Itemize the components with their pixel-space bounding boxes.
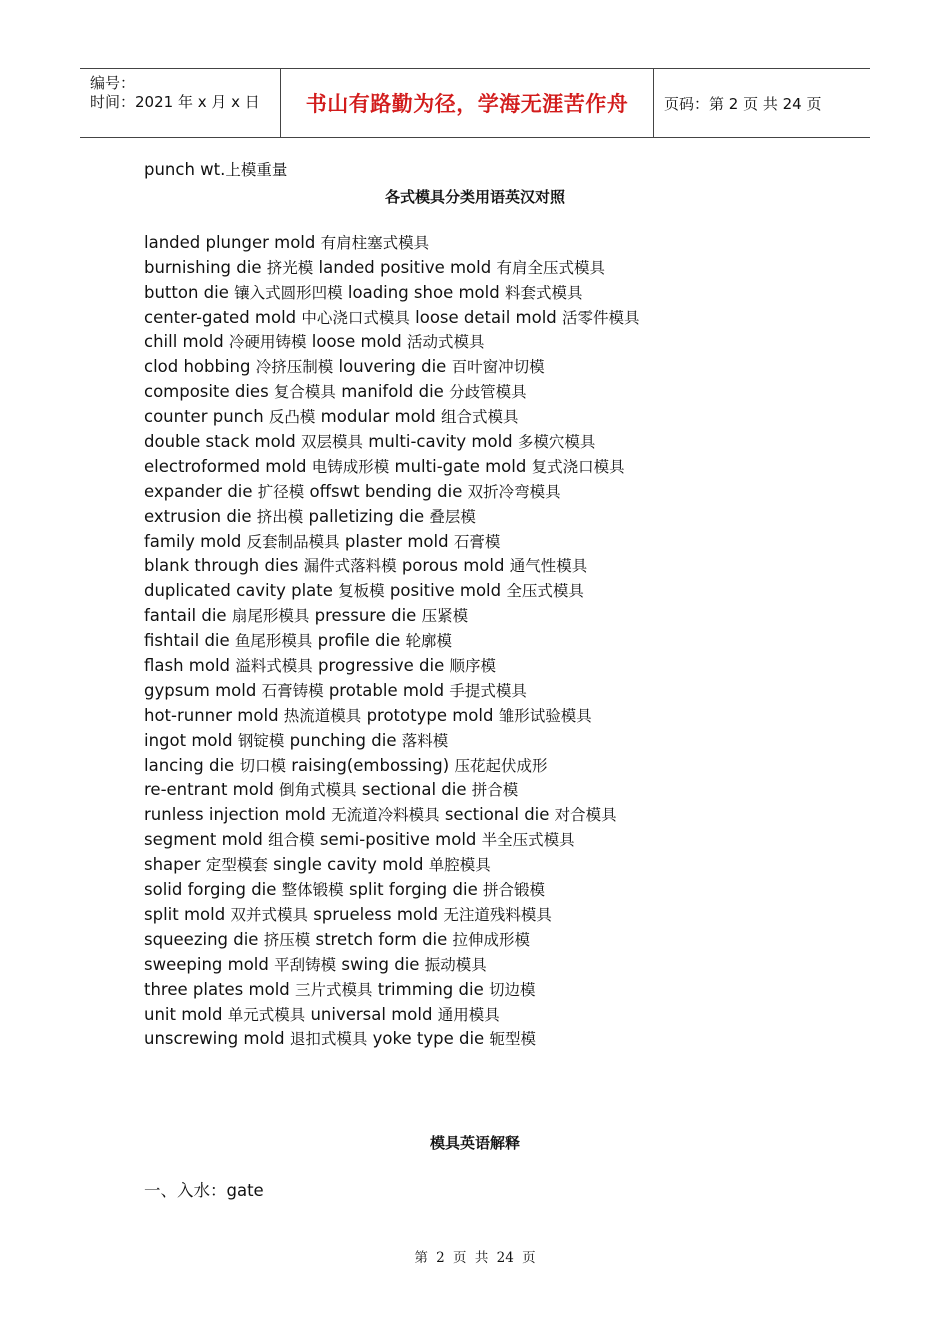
term-en: louvering die — [338, 357, 447, 377]
term-zh: 无流道冷料模具 — [331, 806, 440, 825]
term-zh: 单元式模具 — [227, 1005, 306, 1024]
term-en: raising(embossing) — [291, 755, 450, 775]
term-zh: 热流道模具 — [283, 706, 362, 725]
term-en: family mold — [144, 531, 242, 551]
glossary-row — [144, 953, 864, 978]
term-en: landed positive mold — [318, 257, 492, 277]
term-zh: 多模穴模具 — [517, 433, 596, 452]
header-meta-cell — [80, 69, 281, 137]
page-footer: 第 2 页 共 24 页 — [414, 1250, 536, 1266]
term-en: fantail die — [144, 606, 227, 626]
glossary-row — [144, 231, 864, 256]
term-en: ingot mold — [144, 730, 233, 750]
term-en: profile die — [317, 631, 401, 651]
term-zh: 钢锭模 — [237, 731, 285, 750]
glossary-row — [144, 306, 864, 331]
term-zh: 压紧模 — [421, 607, 469, 626]
term-zh: 双折冷弯模具 — [467, 482, 561, 501]
term-en: progressive die — [318, 656, 445, 676]
term-en: trimming die — [377, 979, 484, 999]
glossary-row — [144, 505, 864, 530]
term-en: semi-positive mold — [319, 830, 477, 850]
header-page-cell — [654, 69, 870, 137]
term-zh: 漏件式落料模 — [303, 557, 397, 576]
document-number-label: 编号： — [90, 74, 136, 92]
term-en: unscrewing mold — [144, 1029, 285, 1049]
glossary-content — [144, 158, 864, 1052]
term-en: single cavity mold — [273, 855, 424, 875]
term-en: shaper — [144, 855, 201, 875]
term-en: split mold — [144, 904, 226, 924]
glossary-row — [144, 729, 864, 754]
term-zh: 活动式模具 — [407, 333, 485, 352]
term-zh: 镶入式圆形凹模 — [234, 283, 343, 302]
term-zh: 雏形试验模具 — [498, 706, 592, 725]
glossary-row — [144, 405, 864, 430]
term-en: porous mold — [401, 556, 505, 576]
term-en: unit mold — [144, 1004, 223, 1024]
glossary-row — [144, 480, 864, 505]
term-en: sectional die — [361, 780, 467, 800]
glossary-row — [144, 679, 864, 704]
glossary-row — [144, 629, 864, 654]
term-zh: 冷挤压制模 — [255, 358, 334, 377]
term-en: protable mold — [328, 680, 445, 700]
term-en: prototype mold — [366, 705, 494, 725]
term-zh: 石膏模 — [453, 532, 501, 551]
header-page-info: 页码：第 2 页 共 24 页 — [664, 94, 822, 113]
term-en: pressure die — [314, 606, 417, 626]
term-zh: 活零件模具 — [562, 308, 640, 327]
glossary-row — [144, 754, 864, 779]
glossary-row — [144, 455, 864, 480]
term-en: multi-cavity mold — [368, 432, 513, 452]
term-en: stretch form die — [315, 929, 448, 949]
glossary-row — [144, 704, 864, 729]
term-zh: 全压式模具 — [506, 582, 584, 601]
glossary-row — [144, 878, 864, 903]
term-zh: 冷硬用铸模 — [229, 333, 307, 352]
term-zh: 定型模套 — [205, 856, 268, 875]
term-zh: 中心浇口式模具 — [301, 308, 410, 327]
term-en: multi-gate mold — [394, 456, 527, 476]
term-zh: 电铸成形模 — [311, 457, 390, 476]
term-en: manifold die — [341, 382, 444, 402]
term-zh: 石膏铸模 — [261, 681, 324, 700]
section-title-mold-english-explanation: 模具英语解释 — [429, 1134, 520, 1152]
term-en: clod hobbing — [144, 357, 251, 377]
glossary-row — [144, 1027, 864, 1052]
term-en: squeezing die — [144, 929, 259, 949]
term-zh: 压花起伏成形 — [454, 756, 548, 775]
term-zh: 料套式模具 — [504, 283, 583, 302]
term-en: swing die — [341, 954, 420, 974]
term-zh: 反套制品模具 — [246, 532, 340, 551]
term-zh: 轮廓模 — [405, 632, 453, 651]
term-zh: 落料模 — [401, 731, 449, 750]
term-zh: 鱼尾形模具 — [234, 632, 313, 651]
term-en: sectional die — [444, 805, 550, 825]
term-en: sweeping mold — [144, 954, 269, 974]
term-en: re-entrant mold — [144, 780, 274, 800]
glossary-row — [144, 330, 864, 355]
glossary-row — [144, 778, 864, 803]
header-motto: 书山有路勤为径，学海无涯苦作舟 — [305, 92, 629, 116]
term-zh: 复合模具 — [273, 383, 336, 402]
glossary-row — [144, 604, 864, 629]
term-zh: 双并式模具 — [230, 905, 308, 924]
term-zh: 轭型模 — [489, 1030, 536, 1049]
term-zh: 单腔模具 — [428, 856, 491, 875]
term-zh: 对合模具 — [554, 806, 617, 825]
document-time-label: 时间：2021 年 x 月 x 日 — [90, 93, 260, 111]
term-en: loose mold — [311, 332, 402, 352]
term-zh: 退扣式模具 — [289, 1030, 368, 1049]
term-en: offswt bending die — [309, 481, 463, 501]
glossary-row — [144, 554, 864, 579]
term-en: loading shoe mold — [347, 282, 500, 302]
term-en: fishtail die — [144, 631, 230, 651]
term-zh: 整体锻模 — [281, 881, 344, 900]
term-zh: 挤出模 — [256, 507, 304, 526]
term-en: center-gated mold — [144, 307, 297, 327]
glossary-row — [144, 928, 864, 953]
term-en: button die — [144, 282, 229, 302]
term-zh: 挤压模 — [263, 930, 311, 949]
term-en: punching die — [289, 730, 397, 750]
term-zh: 叠层模 — [429, 507, 476, 526]
term-zh: 复式浇口模具 — [531, 457, 625, 476]
term-zh: 平刮铸模 — [274, 955, 337, 974]
term-en: positive mold — [389, 581, 502, 601]
term-en: runless injection mold — [144, 805, 326, 825]
term-en: gypsum mold — [144, 680, 257, 700]
term-zh: 拼合锻模 — [482, 881, 545, 900]
term-zh: 组合模 — [268, 831, 315, 850]
term-zh: 有肩柱塞式模具 — [320, 233, 430, 252]
term-en: composite dies — [144, 382, 269, 402]
term-zh: 扇尾形模具 — [231, 607, 310, 626]
term-zh: 手提式模具 — [449, 681, 527, 700]
term-en: plaster mold — [344, 531, 449, 551]
term-zh: 切口模 — [239, 756, 286, 775]
glossary-row — [144, 1003, 864, 1028]
term-en: electroformed mold — [144, 456, 307, 476]
term-zh: 无注道残料模具 — [443, 905, 552, 924]
term-en: universal mold — [310, 1004, 433, 1024]
glossary-row — [144, 828, 864, 853]
term-zh: 百叶窗冲切模 — [451, 358, 545, 377]
term-en: solid forging die — [144, 880, 277, 900]
glossary-first-line — [144, 158, 864, 183]
term-en: hot-runner mold — [144, 705, 279, 725]
header-motto-cell — [281, 69, 654, 137]
glossary-row — [144, 903, 864, 928]
term-en: burnishing die — [144, 257, 262, 277]
term-en: duplicated cavity plate — [144, 581, 333, 601]
glossary-row — [144, 803, 864, 828]
term-zh: 双层模具 — [301, 433, 364, 452]
term-zh: 上模重量 — [225, 161, 288, 179]
term-zh: 分歧管模具 — [449, 383, 527, 402]
page-header — [80, 68, 870, 138]
term-en: split forging die — [348, 880, 478, 900]
term-en: counter punch — [144, 407, 264, 427]
term-en: lancing die — [144, 755, 235, 775]
section2-first-item: 一、入水：gate — [144, 1181, 264, 1200]
term-en: extrusion die — [144, 506, 252, 526]
section-title-mold-classification: 各式模具分类用语英汉对照 — [384, 188, 565, 206]
term-en: double stack mold — [144, 432, 296, 452]
glossary-row — [144, 654, 864, 679]
term-zh: 通气性模具 — [509, 557, 588, 576]
glossary-row — [144, 853, 864, 878]
glossary-row — [144, 579, 864, 604]
term-en: sprueless mold — [313, 904, 439, 924]
term-zh: 顺序模 — [449, 657, 496, 676]
glossary-row — [144, 978, 864, 1003]
term-en: landed plunger mold — [144, 232, 316, 252]
glossary-row — [144, 380, 864, 405]
term-zh: 复板模 — [338, 582, 385, 601]
term-zh: 倒角式模具 — [279, 781, 357, 800]
term-zh: 拼合模 — [471, 781, 519, 800]
term-zh: 振动模具 — [424, 955, 487, 974]
term-zh: 通用模具 — [437, 1005, 500, 1024]
term-zh: 扩径模 — [257, 482, 305, 501]
term-zh: 有肩全压式模具 — [496, 258, 605, 277]
term-zh: 挤光模 — [266, 258, 314, 277]
term-zh: 半全压式模具 — [481, 831, 575, 850]
glossary-list — [144, 231, 864, 1052]
glossary-row — [144, 355, 864, 380]
glossary-row — [144, 281, 864, 306]
term-en: expander die — [144, 481, 253, 501]
term-zh: 三片式模具 — [295, 980, 373, 999]
term-en: yoke type die — [372, 1029, 485, 1049]
glossary-row — [144, 256, 864, 281]
term-zh: 溢料式模具 — [235, 657, 313, 676]
term-en: three plates mold — [144, 979, 290, 999]
term-en: chill mold — [144, 332, 224, 352]
term-en: flash mold — [144, 656, 231, 676]
term-en: blank through dies — [144, 556, 299, 576]
term-zh: 拉伸成形模 — [452, 930, 531, 949]
glossary-row — [144, 430, 864, 455]
term-en: segment mold — [144, 830, 263, 850]
term-zh: 切边模 — [488, 980, 536, 999]
glossary-row — [144, 530, 864, 555]
term-en: loose detail mold — [415, 307, 557, 327]
term-zh: 反凸模 — [268, 408, 316, 427]
term-en: punch wt. — [144, 160, 226, 179]
term-zh: 组合式模具 — [440, 408, 519, 427]
term-en: palletizing die — [308, 506, 425, 526]
term-en: modular mold — [320, 407, 436, 427]
